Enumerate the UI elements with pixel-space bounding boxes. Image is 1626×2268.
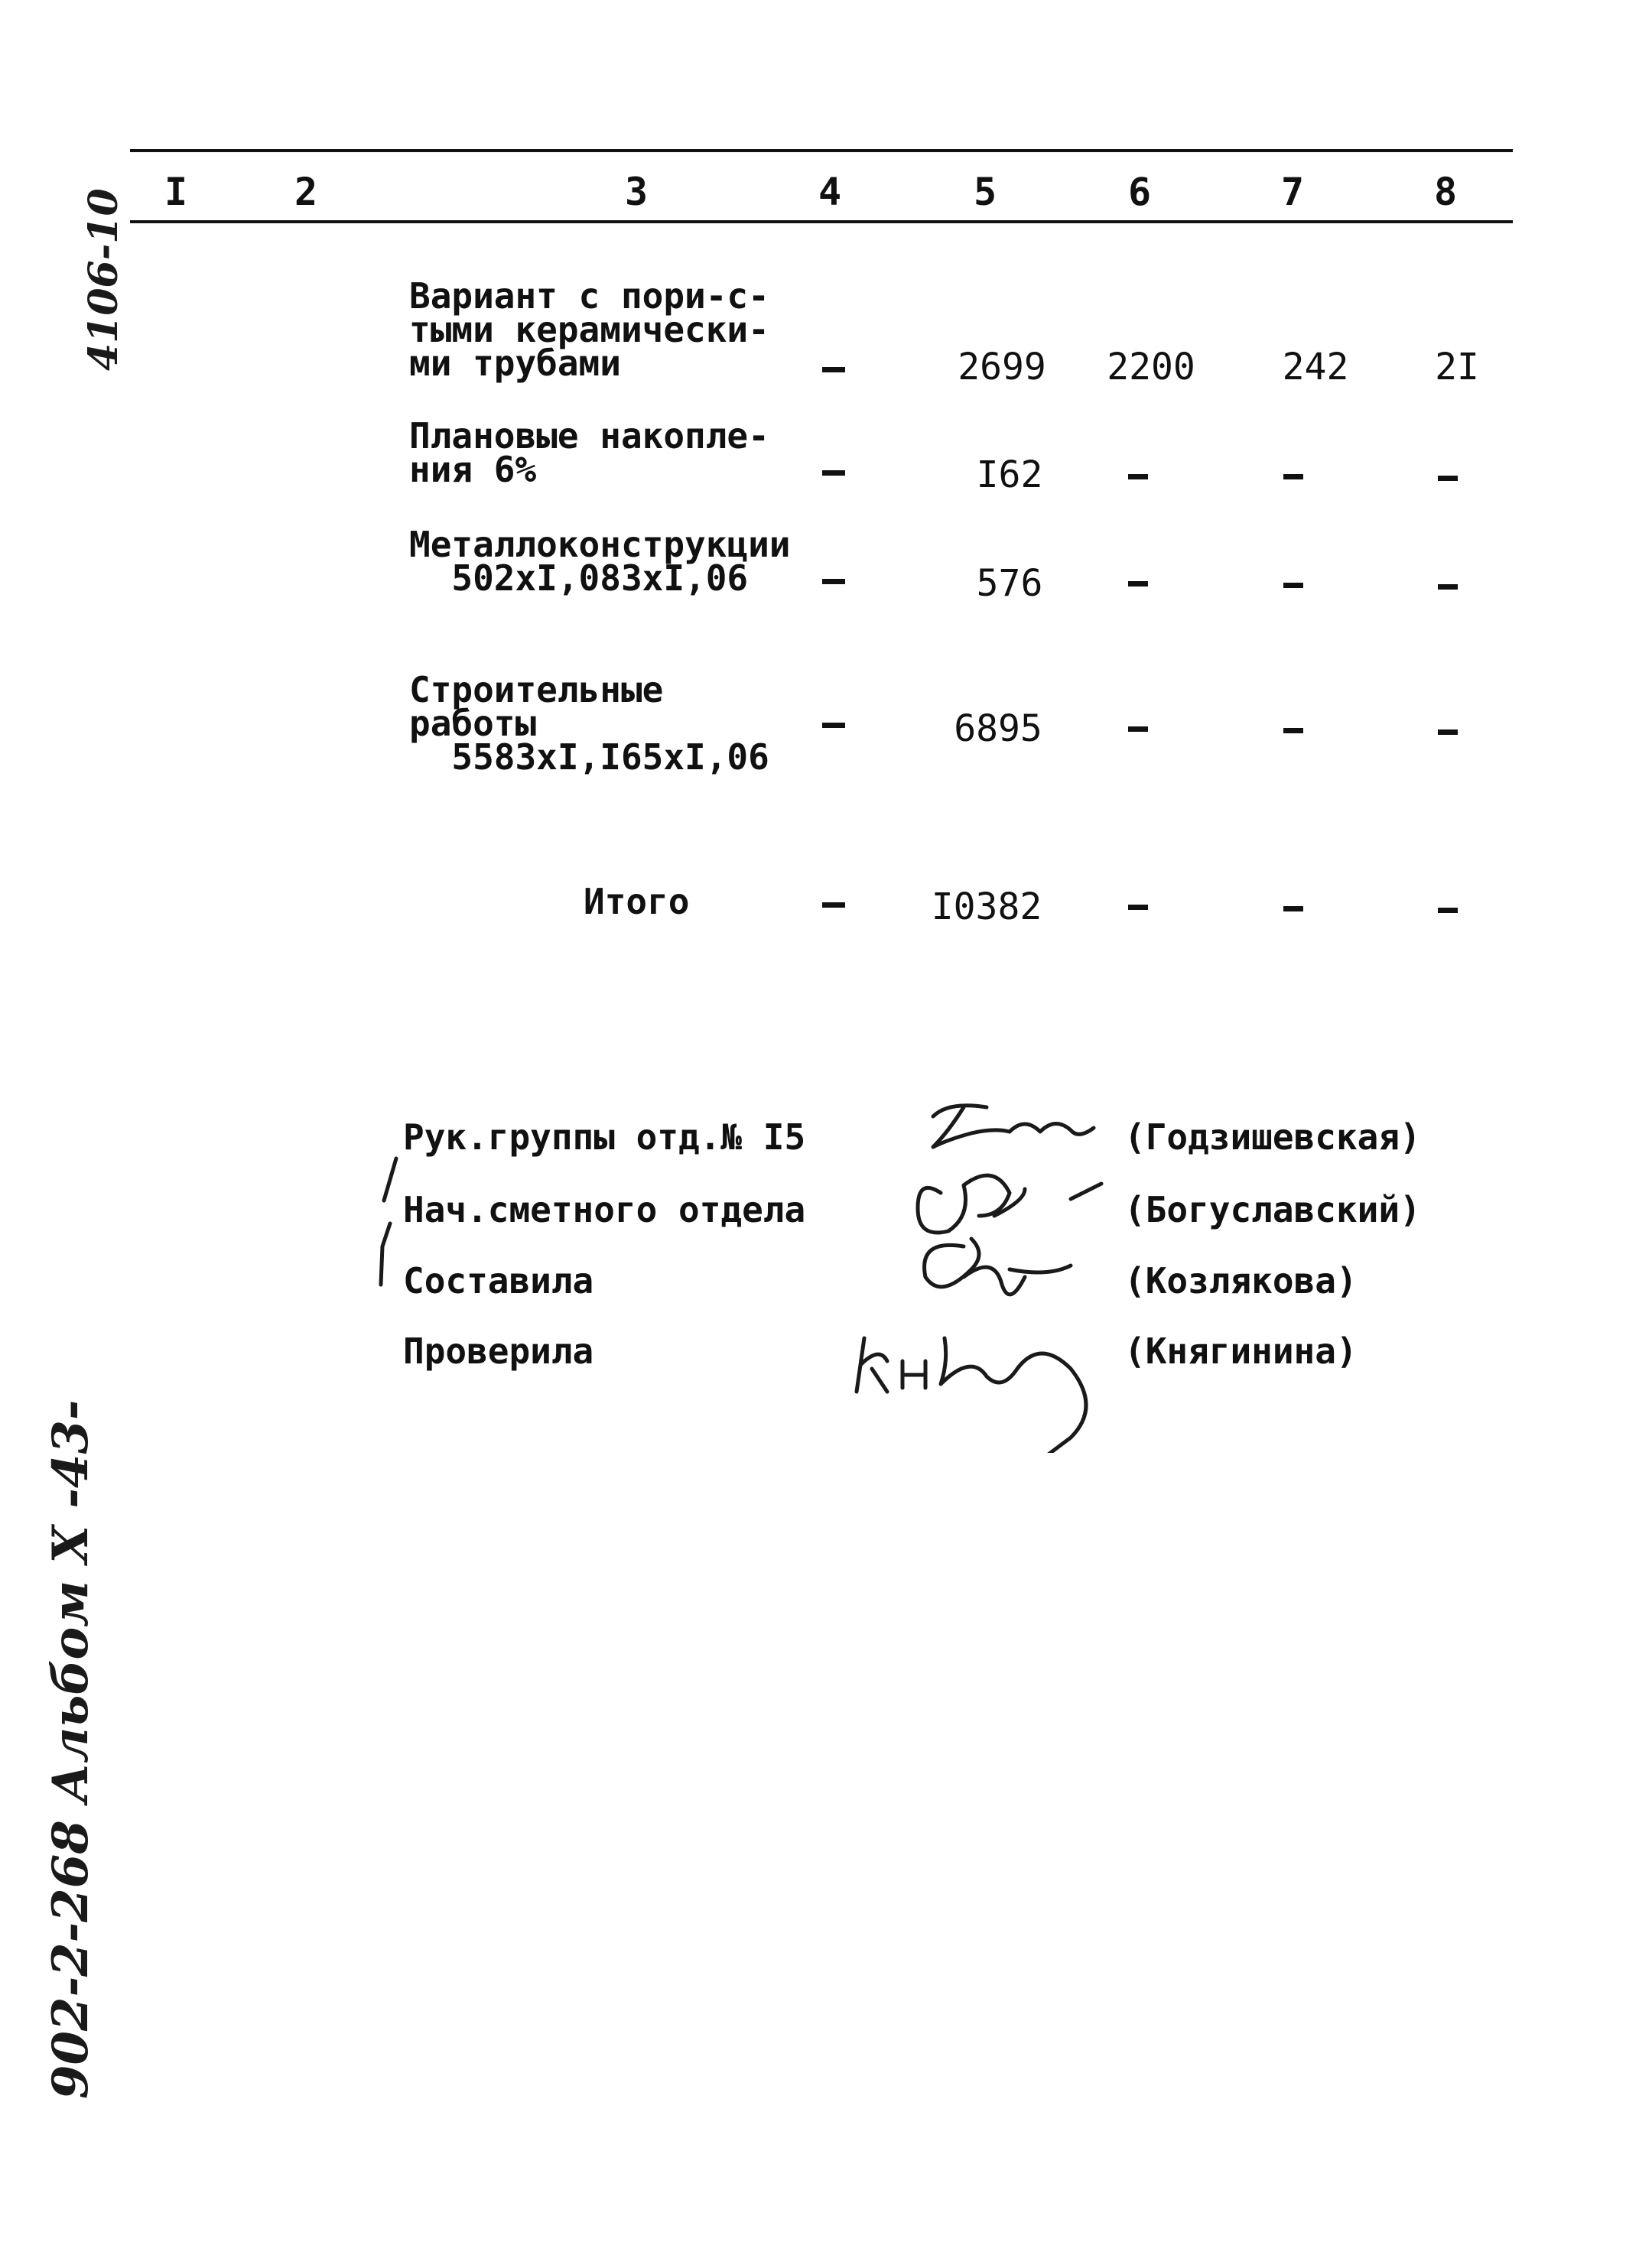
signature-name-4: (Княгинина) [1124, 1331, 1358, 1372]
row-2-col6-dash [1128, 474, 1148, 479]
row-2-col4-dash [822, 470, 845, 476]
signature-role-4: Проверила [403, 1331, 594, 1372]
total-col8-dash [1438, 908, 1458, 913]
row-2-description: Плановые накопле- ния 6% [409, 415, 769, 490]
column-header-2: 2 [294, 170, 318, 214]
table-header-rule [130, 220, 1513, 223]
row-4-col8-dash [1438, 729, 1458, 735]
row-1-col8: 2I [1435, 346, 1479, 388]
row-4-col5: 6895 [954, 707, 1042, 750]
total-col6-dash [1128, 905, 1148, 910]
row-2-col8-dash [1438, 476, 1458, 481]
column-header-7: 7 [1280, 170, 1305, 214]
total-col5: I0382 [931, 885, 1042, 928]
signature-role-2: Нач.сметного отдела [403, 1189, 806, 1230]
row-3-col6-dash [1128, 581, 1148, 586]
row-1-col7: 242 [1282, 346, 1349, 388]
handwritten-signatures [337, 1086, 1147, 1453]
total-label: Итого [584, 881, 690, 922]
row-3-col8-dash [1438, 584, 1458, 590]
row-2-col7-dash [1283, 474, 1303, 479]
row-1-description: Вариант с пори-с- тыми керамически- ми трубами [409, 275, 769, 384]
row-1-col4-dash [822, 367, 845, 372]
row-4-col7-dash [1283, 728, 1303, 733]
signature-role-1: Рук.группы отд.№ I5 [403, 1116, 806, 1158]
row-3-col7-dash [1283, 583, 1303, 588]
row-4-col6-dash [1128, 726, 1148, 732]
signature-name-2: (Богуславский) [1124, 1189, 1421, 1230]
total-col4-dash [822, 902, 845, 908]
signature-role-3: Составила [403, 1260, 594, 1301]
row-3-col4-dash [822, 579, 845, 584]
row-1-col6: 2200 [1107, 346, 1195, 388]
row-1-col5: 2699 [958, 346, 1046, 388]
signature-name-3: (Козлякова) [1124, 1260, 1358, 1301]
margin-note-bottom: 902-2-268 Альбом X -43- [42, 1399, 99, 2099]
column-header-5: 5 [973, 170, 997, 214]
margin-note-top: 4106-10 [80, 188, 127, 371]
column-header-4: 4 [818, 170, 842, 214]
column-header-1: I [164, 170, 188, 214]
row-4-col4-dash [822, 723, 845, 728]
table-top-rule [130, 149, 1513, 152]
column-header-3: 3 [624, 170, 649, 214]
row-3-col5: 576 [976, 562, 1043, 605]
signature-name-1: (Годзишевская) [1124, 1116, 1421, 1158]
row-2-col5: I62 [976, 453, 1043, 496]
row-4-description: Строительные работы 5583xI,I65xI,06 [409, 669, 769, 778]
column-header-8: 8 [1433, 170, 1458, 214]
row-3-description: Металлоконструкции 502xI,083xI,06 [409, 524, 791, 599]
column-header-6: 6 [1127, 170, 1152, 214]
total-col7-dash [1283, 906, 1303, 911]
